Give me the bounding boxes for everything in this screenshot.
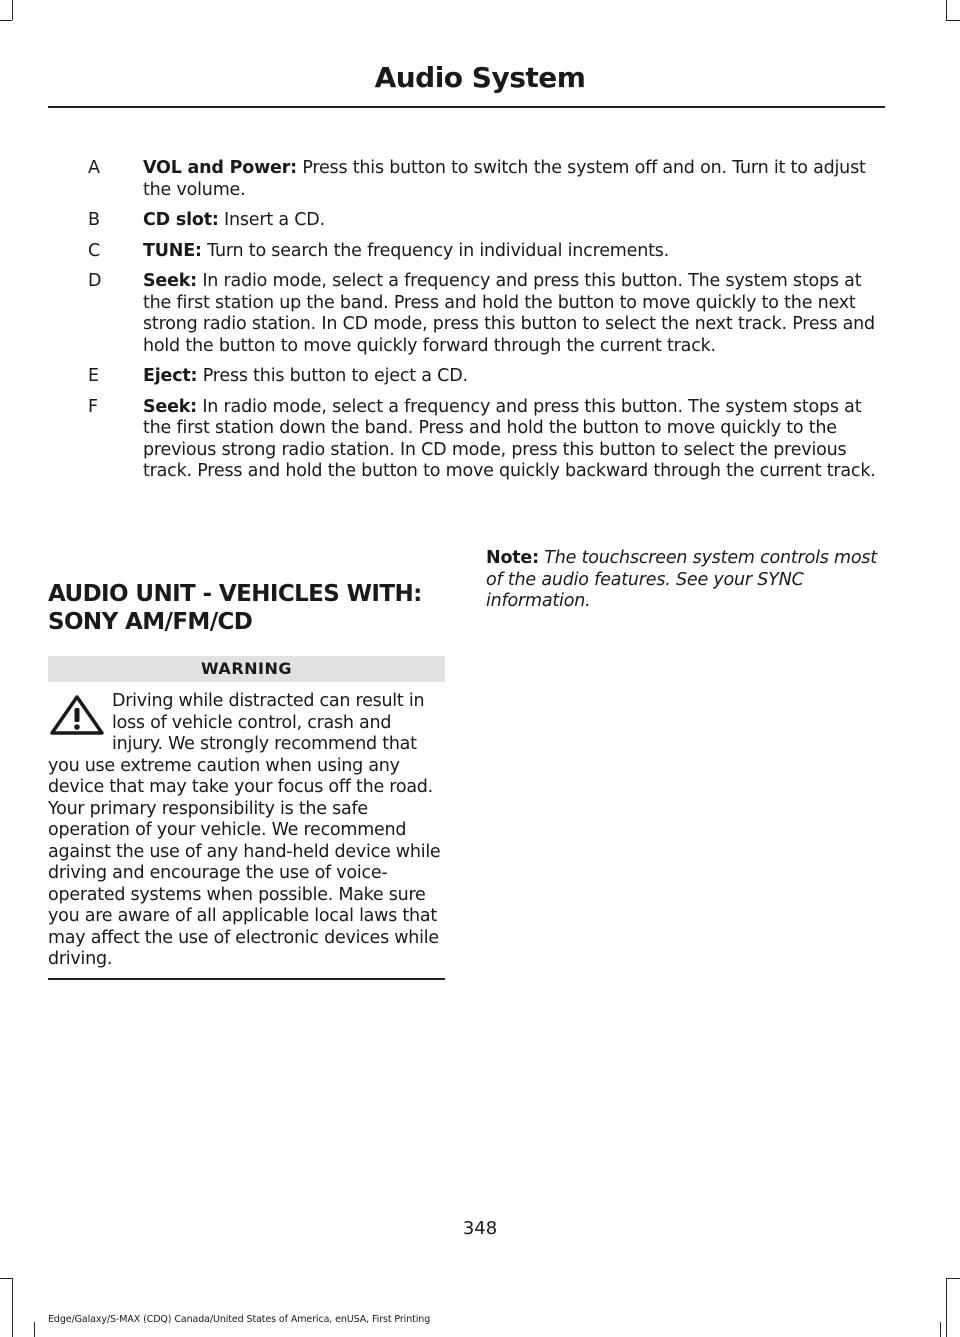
note: [486, 548, 878, 613]
section-heading-line-2: SONY AM/FM/CD: [48, 609, 253, 635]
key-letter: E: [88, 366, 99, 386]
warning-bottom-rule: [48, 978, 445, 980]
key-term: Seek:: [143, 396, 197, 417]
key-letter: C: [88, 240, 101, 261]
section-heading-line-1: AUDIO UNIT - VEHICLES WITH:: [48, 581, 422, 607]
page-title: Audio System: [374, 61, 586, 94]
key-item-a: [88, 158, 876, 201]
warning-header: WARNING: [48, 656, 445, 682]
key-term: TUNE:: [143, 240, 202, 261]
title-rule: [48, 106, 885, 108]
key-letter: D: [88, 271, 102, 291]
key-description: Press this button to switch the system off and on. Turn it to adjust the volume.: [143, 158, 866, 200]
key-item-c: [88, 241, 876, 263]
crop-mark-top-left-vertical: [12, 0, 13, 20]
crop-mark-top-left-horizontal: [0, 20, 12, 21]
crop-mark-top-right-horizontal: [946, 20, 960, 21]
note-label: Note:: [486, 548, 539, 568]
key-description: In radio mode, select a frequency and press this button. The system stops at the first station down the band. Press and hold the button to move quickly to the previous strong radio station. In CD mode, press this button to select the previous track. Press and hold the button to move quickly backward through the current track.: [143, 396, 876, 481]
crop-mark-top-right-vertical: [946, 0, 947, 20]
key-item-d: [88, 271, 876, 357]
warning-text: Driving while distracted can result in loss of vehicle control, crash and injury. We strongly recommend that you use extreme caution when using any device that may take your focus off the road. Your primary responsibility is the safe operation of your vehicle. We recommend against the use of any hand-held device while driving and encourage the use of voice-operated systems when possible. Make sure you are aware of all applicable local laws that may affect the use of electronic devices while driving.: [48, 691, 441, 969]
crop-mark-bottom-right-vertical: [946, 1278, 947, 1337]
key-letter: B: [88, 210, 100, 230]
key-term: VOL and Power:: [143, 158, 297, 178]
key-description: Turn to search the frequency in individual increments.: [201, 240, 670, 261]
crop-mark-bottom-right-tick: [940, 1322, 941, 1337]
key-item-f: [88, 397, 876, 483]
key-item-b: [88, 210, 876, 232]
key-letter: F: [88, 396, 98, 417]
note-text: The touchscreen system controls most of the audio features. See your SYNC information.: [486, 548, 877, 611]
key-term: Eject:: [143, 366, 198, 386]
key-letter: A: [88, 158, 100, 178]
page-number: 348: [462, 1218, 498, 1239]
warning-body: [48, 682, 445, 971]
warning-triangle-icon: [48, 693, 106, 737]
control-key-list: [88, 158, 876, 492]
crop-mark-bottom-left-tick: [34, 1322, 35, 1337]
key-term: Seek:: [143, 271, 197, 291]
crop-mark-bottom-left-horizontal: [0, 1278, 12, 1279]
key-term: CD slot:: [143, 210, 219, 230]
key-description: Press this button to eject a CD.: [197, 366, 468, 386]
key-description: In radio mode, select a frequency and press this button. The system stops at the first station up the band. Press and hold the button to move quickly to the next strong radio station. In CD mode, press this button to select the next track. Press and hold the button to move quickly forward through the current track.: [143, 271, 875, 356]
key-description: Insert a CD.: [218, 210, 325, 230]
key-item-e: [88, 366, 876, 388]
warning-box: [48, 656, 445, 980]
crop-mark-bottom-left-vertical: [12, 1278, 13, 1337]
footer-text: Edge/Galaxy/S-MAX (CDQ) Canada/United States of America, enUSA, First Printing: [48, 1314, 431, 1325]
crop-mark-bottom-right-horizontal: [946, 1278, 960, 1279]
